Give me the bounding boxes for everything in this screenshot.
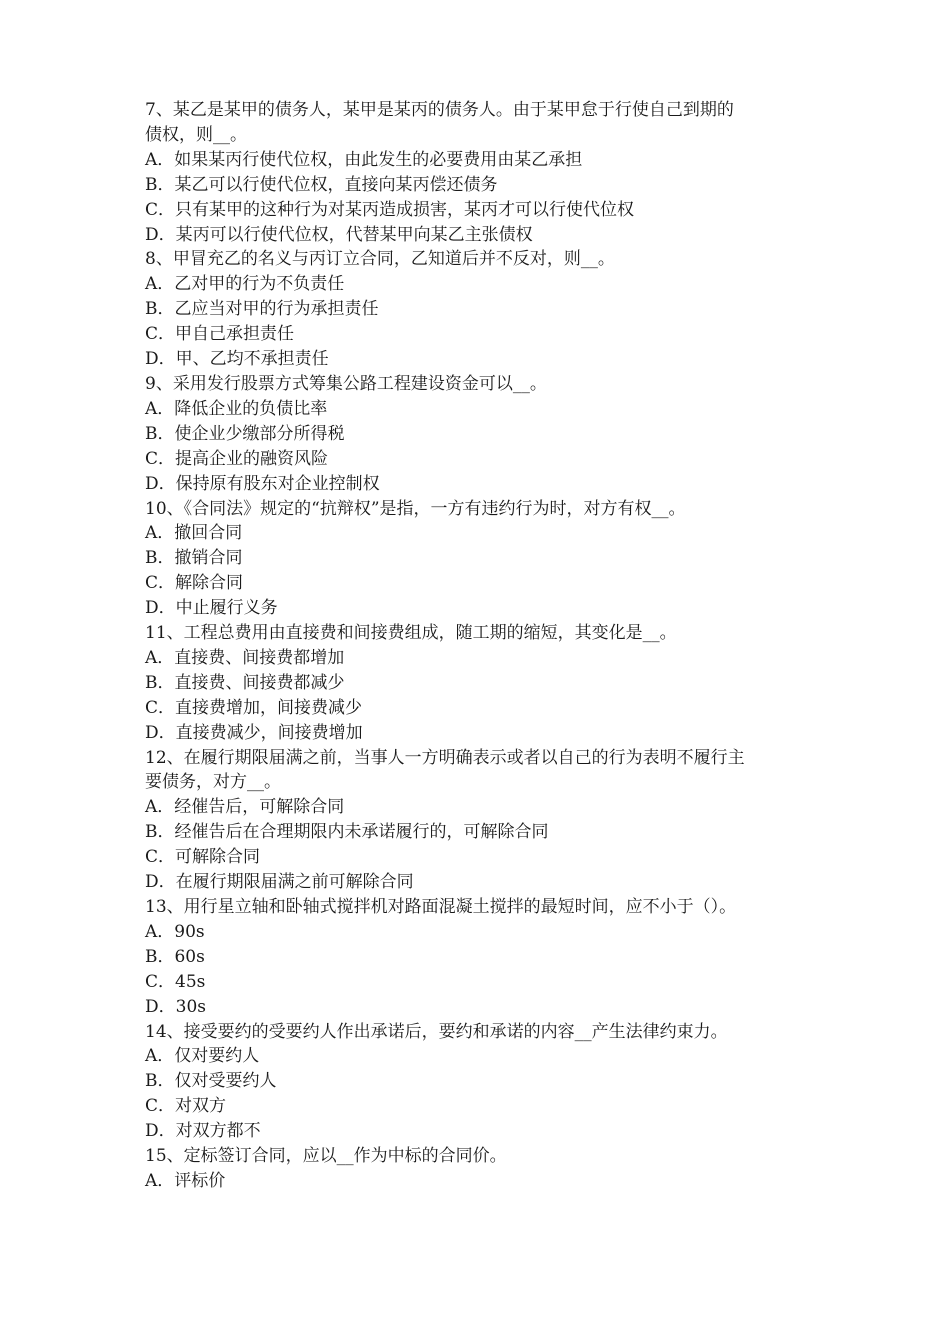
document-page — [145, 98, 815, 1194]
answer-option: D．某丙可以行使代位权，代替某甲向某乙主张债权 — [145, 224, 533, 245]
answer-option: C．甲自己承担责任 — [145, 324, 295, 345]
answer-option: C．解除合同 — [145, 573, 244, 594]
answer-option: B．使企业少缴部分所得税 — [145, 423, 345, 444]
answer-option: A．仅对要约人 — [145, 1046, 260, 1067]
answer-option: D．30s — [145, 996, 206, 1017]
answer-option: D．保持原有股东对企业控制权 — [145, 473, 380, 494]
question-block — [145, 621, 815, 746]
question-block — [145, 746, 815, 895]
answer-option: D．在履行期限届满之前可解除合同 — [145, 872, 414, 893]
answer-option: B．某乙可以行使代位权，直接向某丙偿还债务 — [145, 174, 498, 195]
answer-option: B．60s — [145, 946, 205, 967]
answer-option: D．甲、乙均不承担责任 — [145, 349, 329, 370]
answer-option: C．对双方 — [145, 1096, 227, 1117]
question-block — [145, 247, 815, 372]
question-stem-line: 8、甲冒充乙的名义与丙订立合同，乙知道后并不反对，则__。 — [145, 249, 615, 270]
answer-option: D．中止履行义务 — [145, 598, 278, 619]
question-block — [145, 895, 815, 1020]
answer-option: D．对双方都不 — [145, 1121, 261, 1142]
question-stem-line: 10、《合同法》规定的“抗辩权”是指，一方有违约行为时，对方有权__。 — [145, 498, 686, 519]
answer-option: A．降低企业的负债比率 — [145, 398, 328, 419]
question-stem-line: 15、定标签订合同，应以__作为中标的合同价。 — [145, 1146, 507, 1167]
question-stem-line: 11、工程总费用由直接费和间接费组成，随工期的缩短，其变化是__。 — [145, 623, 677, 644]
question-block — [145, 98, 815, 247]
answer-option: B．乙应当对甲的行为承担责任 — [145, 299, 379, 320]
question-stem-line: 14、接受要约的受要约人作出承诺后，要约和承诺的内容__产生法律约束力。 — [145, 1021, 728, 1042]
answer-option: A．经催告后，可解除合同 — [145, 797, 345, 818]
answer-option: A．直接费、间接费都增加 — [145, 647, 345, 668]
answer-option: C．直接费增加，间接费减少 — [145, 697, 363, 718]
answer-option: A．乙对甲的行为不负责任 — [145, 274, 345, 295]
answer-option: B．仅对受要约人 — [145, 1071, 277, 1092]
answer-option: C．可解除合同 — [145, 847, 261, 868]
question-stem-line: 债权，则__。 — [145, 124, 247, 145]
answer-option: B．经催告后在合理期限内未承诺履行的，可解除合同 — [145, 822, 549, 843]
answer-option: A．撤回合同 — [145, 523, 243, 544]
question-stem-line: 13、用行星立轴和卧轴式搅拌机对路面混凝土搅拌的最短时间，应不小于（）。 — [145, 897, 737, 917]
answer-option: C．只有某甲的这种行为对某丙造成损害，某丙才可以行使代位权 — [145, 199, 635, 220]
answer-option: A．评标价 — [145, 1170, 226, 1191]
question-block — [145, 1020, 815, 1145]
answer-option: A．90s — [145, 921, 205, 942]
answer-option: C．提高企业的融资风险 — [145, 448, 329, 469]
answer-option: B．直接费、间接费都减少 — [145, 672, 345, 693]
answer-option: B．撤销合同 — [145, 548, 243, 569]
question-stem-line: 7、某乙是某甲的债务人，某甲是某丙的债务人。由于某甲怠于行使自己到期的 — [145, 100, 734, 120]
question-stem-line: 要债务，对方__。 — [145, 772, 281, 793]
answer-option: C．45s — [145, 971, 206, 992]
answer-option: A．如果某丙行使代位权，由此发生的必要费用由某乙承担 — [145, 149, 583, 170]
question-block — [145, 497, 815, 622]
question-block — [145, 1144, 815, 1194]
question-stem-line: 9、采用发行股票方式筹集公路工程建设资金可以__。 — [145, 373, 547, 394]
answer-option: D．直接费减少，间接费增加 — [145, 722, 363, 743]
question-stem-line: 12、在履行期限届满之前，当事人一方明确表示或者以自己的行为表明不履行主 — [145, 747, 745, 768]
question-block — [145, 372, 815, 497]
